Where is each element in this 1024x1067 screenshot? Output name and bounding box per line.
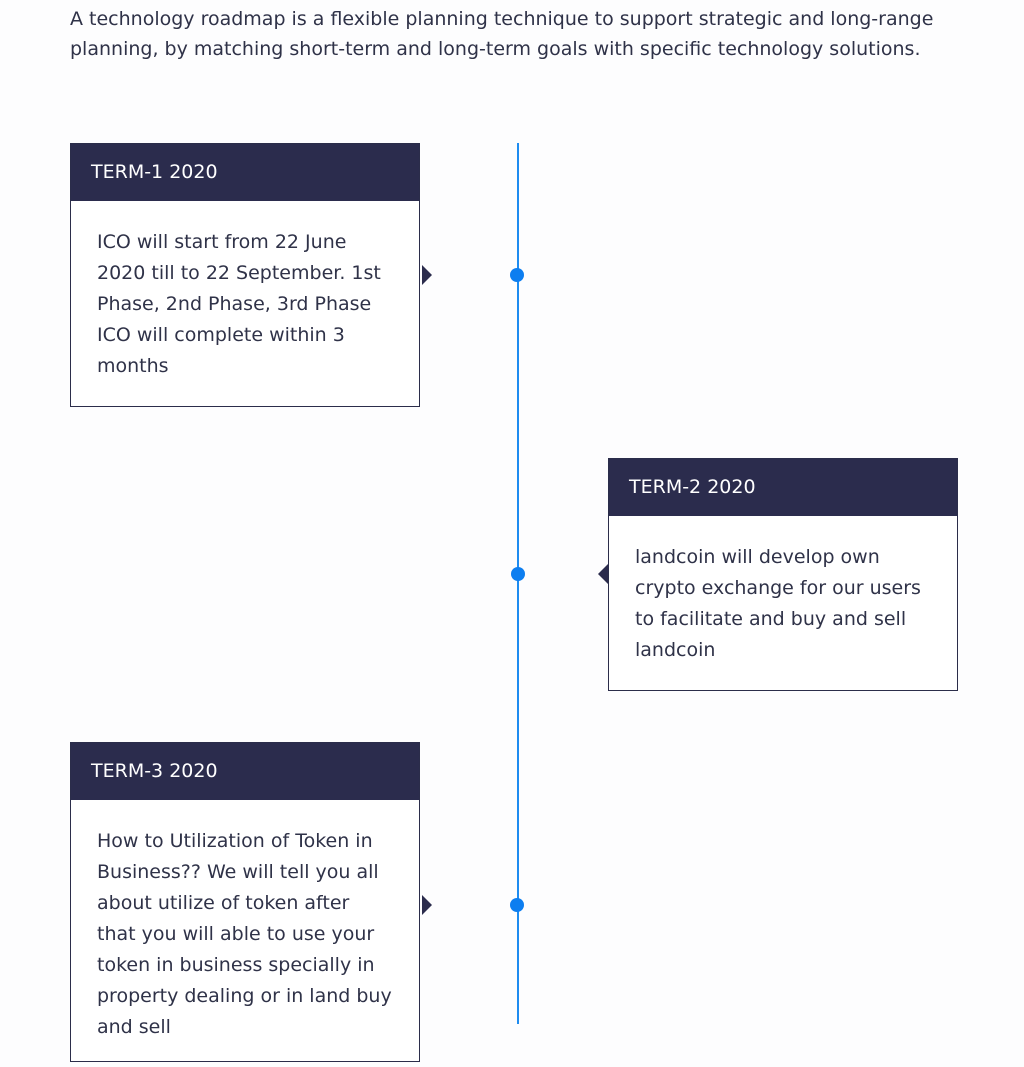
card-description: How to Utilization of Token in Business?? We will tell you all about utilize of token after that you will able to use your token in business specially in property dealing or in land buy and sell — [97, 830, 392, 1038]
roadmap-card-term-3 — [70, 742, 420, 1062]
card-title: TERM-2 2020 — [609, 459, 957, 516]
card-description: ICO will start from 22 June 2020 till to 22 September. 1st Phase, 2nd Phase, 3rd Phase ICO will complete within 3 months — [97, 231, 381, 377]
timeline-dot-term-1 — [510, 268, 524, 282]
timeline-dot-term-2 — [511, 567, 525, 581]
card-title: TERM-1 2020 — [71, 144, 419, 201]
card-description: landcoin will develop own crypto exchange for our users to facilitate and buy and sell landcoin — [635, 546, 921, 661]
card-title: TERM-3 2020 — [71, 743, 419, 800]
card-pointer-arrow — [598, 564, 608, 584]
card-pointer-arrow — [422, 265, 432, 285]
roadmap-card-term-1 — [70, 143, 420, 407]
roadmap-card-term-2 — [608, 458, 958, 691]
card-pointer-arrow — [422, 895, 432, 915]
intro-paragraph: A technology roadmap is a flexible planning technique to support strategic and long-range planning, by matching short-term and long-term goals with specific technology solutions. — [70, 8, 934, 60]
timeline-dot-term-3 — [510, 898, 524, 912]
